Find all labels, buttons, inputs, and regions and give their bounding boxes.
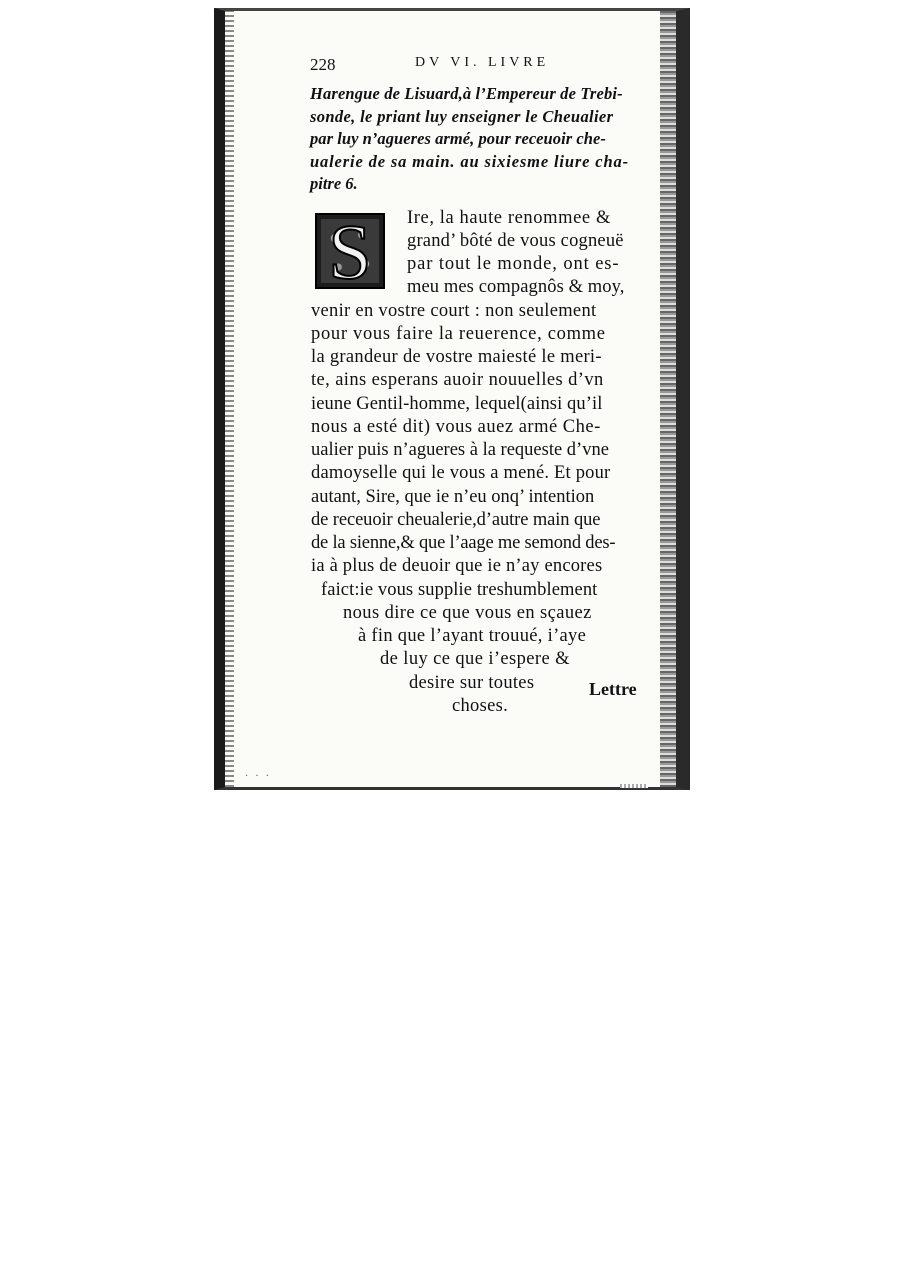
book-page-scan [214, 8, 690, 790]
text-line: à fin que l’ayant trouué, i’aye [358, 626, 587, 646]
text-line: grand’ bôté de vous cogneuë [407, 231, 624, 251]
text-line: faict:ie vous supplie treshumblement [321, 580, 598, 600]
text-line: ieune Gentil-homme, lequel(ainsi qu’il [311, 394, 603, 414]
text-line: Ire, la haute renommee & [407, 208, 611, 228]
text-line: damoyselle qui le vous a mené. Et pour [311, 463, 611, 483]
text-line: ia à plus de deuoir que ie n’ay encores [311, 556, 603, 576]
text-line: pour vous faire la reuerence, comme [311, 324, 606, 344]
page-number: 228 [310, 55, 336, 74]
running-head [310, 55, 630, 77]
text-line: choses. [452, 696, 509, 716]
margin-marks: . . . [245, 768, 271, 779]
summary-line: par luy n’agueres armé, pour receuoir che- [310, 129, 606, 148]
summary-line: ualerie de sa main. au sixiesme liure cha- [310, 151, 629, 171]
text-line: ualier puis n’agueres à la requeste d’vne [311, 440, 609, 460]
text-line: de la sienne,& que l’aage me semond des- [311, 533, 616, 553]
text-line: nous dire ce que vous en sçauez [343, 603, 592, 623]
text-line: nous a esté dit) vous auez armé Che- [311, 417, 601, 437]
text-line: la grandeur de vostre maiesté le meri- [311, 347, 602, 367]
text-line: meu mes compagnôs & moy, [407, 277, 625, 297]
summary-line: Harengue de Lisuard,à l’Empereur de Trebi- [310, 84, 623, 103]
chapter-summary [310, 83, 670, 196]
summary-line: pitre 6. [310, 174, 358, 193]
text-line: de receuoir cheualerie,d’autre main que [311, 510, 601, 530]
text-line: desire sur toutes [409, 673, 535, 693]
catchword: Lettre [589, 679, 637, 699]
text-line: te, ains esperans auoir nouuelles d’vn [311, 370, 604, 390]
text-line: autant, Sire, que ie n’eu onq’ intention [311, 487, 595, 507]
ornamental-drop-cap [315, 208, 385, 295]
running-head-title: DV VI. LIVRE [415, 55, 550, 70]
text-line: venir en vostre court : non seulement [311, 301, 597, 321]
drop-cap-letter: S [328, 208, 372, 295]
left-binding-edge [225, 11, 234, 787]
text-line: de luy ce que i’espere & [380, 649, 570, 669]
text-line: par tout le monde, ont es- [407, 254, 620, 274]
scan-artifact [620, 784, 648, 788]
summary-line: sonde, le priant luy enseigner le Cheualier [310, 106, 614, 126]
